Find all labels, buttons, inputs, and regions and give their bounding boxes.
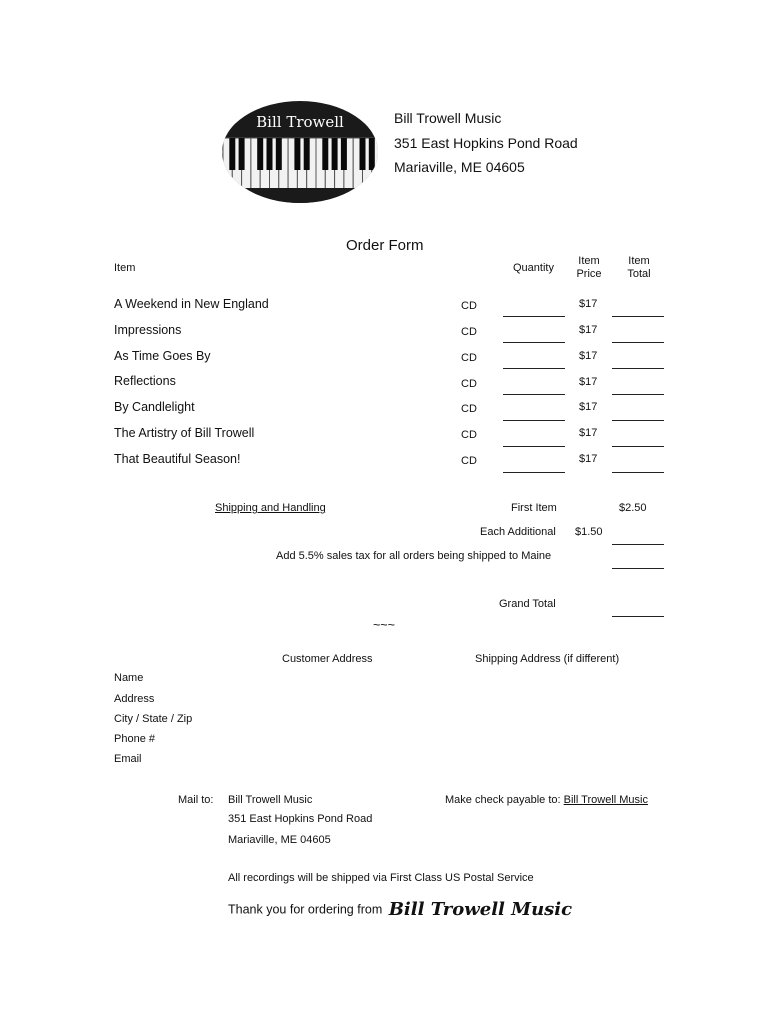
item-price: $17	[579, 401, 598, 413]
mail-to-name: Bill Trowell Music	[228, 794, 313, 806]
black-key	[341, 138, 347, 170]
item-price: $17	[579, 427, 598, 439]
item-format: CD	[461, 429, 477, 441]
signature-logo: Bill Trowell Music	[388, 899, 573, 920]
item-format: CD	[461, 378, 477, 390]
item-format: CD	[461, 326, 477, 338]
item-title: Reflections	[114, 374, 176, 388]
field-city-state-zip-label: City / State / Zip	[114, 713, 193, 725]
grand-total-label: Grand Total	[499, 598, 556, 610]
tax-total-field[interactable]	[612, 568, 664, 569]
col-quantity-header: Quantity	[513, 262, 554, 274]
black-key	[239, 138, 245, 170]
item-price: $17	[579, 376, 598, 388]
black-key	[304, 138, 310, 170]
company-name: Bill Trowell Music	[394, 110, 502, 126]
item-price: $17	[579, 298, 598, 310]
logo-text: Bill Trowell	[256, 113, 344, 131]
black-key	[332, 138, 338, 170]
item-title: The Artistry of Bill Trowell	[114, 426, 255, 440]
field-phone-label: Phone #	[114, 733, 155, 745]
page-title: Order Form	[346, 237, 424, 254]
item-title: Impressions	[114, 323, 182, 337]
shipping-address-label: Shipping Address (if different)	[475, 653, 620, 665]
field-email-label: Email	[114, 753, 142, 765]
item-price: $17	[579, 324, 598, 336]
quantity-field[interactable]	[503, 316, 565, 317]
item-total-field[interactable]	[612, 316, 664, 317]
black-key	[229, 138, 235, 170]
black-key	[267, 138, 273, 170]
item-total-field[interactable]	[612, 446, 664, 447]
black-key	[276, 138, 282, 170]
black-key	[369, 138, 375, 170]
col-item-price-header: Item Price	[576, 255, 602, 280]
quantity-field[interactable]	[503, 446, 565, 447]
first-item-label: First Item	[511, 502, 557, 514]
item-total-field[interactable]	[612, 394, 664, 395]
each-additional-price: $1.50	[575, 526, 603, 538]
shipping-note: All recordings will be shipped via First Class US Postal Service	[228, 872, 534, 884]
item-title: As Time Goes By	[114, 349, 211, 363]
company-street: 351 East Hopkins Pond Road	[394, 135, 578, 151]
additional-total-field[interactable]	[612, 544, 664, 545]
item-total-field[interactable]	[612, 342, 664, 343]
quantity-field[interactable]	[503, 394, 565, 395]
black-key	[294, 138, 300, 170]
quantity-field[interactable]	[503, 472, 565, 473]
grand-total-field[interactable]	[612, 616, 664, 617]
item-format: CD	[461, 352, 477, 364]
each-additional-label: Each Additional	[480, 526, 556, 538]
item-title: That Beautiful Season!	[114, 452, 241, 466]
item-price: $17	[579, 350, 598, 362]
quantity-field[interactable]	[503, 420, 565, 421]
check-payable-label: Make check payable to:	[445, 794, 561, 806]
black-key	[360, 138, 366, 170]
tax-note: Add 5.5% sales tax for all orders being shipped to Maine	[276, 550, 552, 562]
mail-to-street: 351 East Hopkins Pond Road	[228, 813, 373, 825]
item-price: $17	[579, 453, 598, 465]
item-title: By Candlelight	[114, 400, 195, 414]
black-key	[322, 138, 328, 170]
separator-tildes: ~~~	[373, 618, 395, 632]
check-payee: Bill Trowell Music	[563, 794, 648, 806]
item-format: CD	[461, 403, 477, 415]
item-total-field[interactable]	[612, 368, 664, 369]
quantity-field[interactable]	[503, 342, 565, 343]
check-payable-line	[445, 794, 648, 806]
col-item-total-header: Item Total	[627, 255, 651, 280]
item-format: CD	[461, 455, 477, 467]
thank-you-line	[228, 899, 572, 920]
first-item-price: $2.50	[619, 502, 647, 514]
bill-trowell-logo	[221, 100, 379, 204]
item-total-field[interactable]	[612, 472, 664, 473]
item-total-field[interactable]	[612, 420, 664, 421]
company-city: Mariaville, ME 04605	[394, 159, 525, 175]
customer-address-label: Customer Address	[282, 653, 373, 665]
mail-to-city: Mariaville, ME 04605	[228, 834, 331, 846]
field-address-label: Address	[114, 693, 155, 705]
mail-to-label: Mail to:	[178, 794, 214, 806]
black-key	[257, 138, 263, 170]
thank-you-text: Thank you for ordering from	[228, 902, 383, 917]
item-title: A Weekend in New England	[114, 297, 269, 311]
field-name-label: Name	[114, 672, 144, 684]
quantity-field[interactable]	[503, 368, 565, 369]
item-format: CD	[461, 300, 477, 312]
piano-logo-icon	[221, 100, 379, 204]
col-item-header: Item	[114, 262, 136, 274]
shipping-handling-label: Shipping and Handling	[215, 502, 326, 514]
